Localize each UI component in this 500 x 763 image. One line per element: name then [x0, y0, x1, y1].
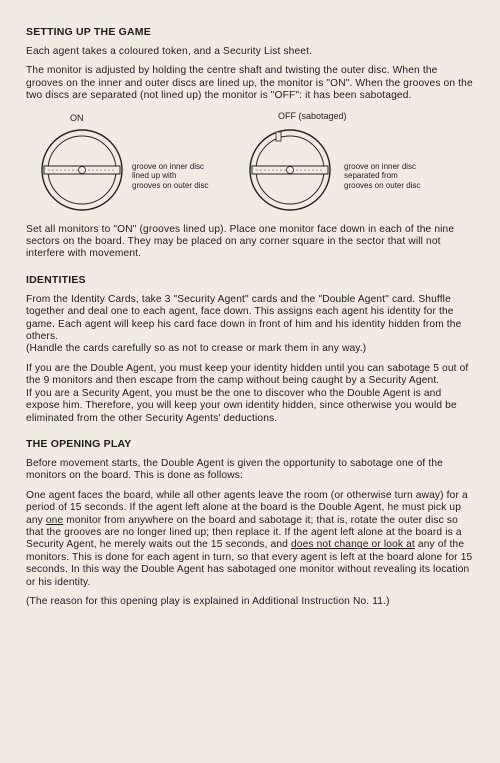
identities-paragraph-3: If you are a Security Agent, you must be the one to discover who the Double Agent is and expose him. Therefore, you will keep your own identity hidden, since otherwise you would be eliminated from the other Security Agents' deductions.	[26, 387, 457, 424]
on-caption	[132, 162, 209, 191]
opening-underlined-one: one	[45, 514, 64, 526]
off-caption-line: grooves on outer disc	[344, 180, 421, 190]
heading-setup: SETTING UP THE GAME	[26, 26, 151, 38]
opening-paragraph-1: Before movement starts, the Double Agent is given the opportunity to sabotage one of the monitors on the board. This is done as follows:	[26, 457, 443, 482]
setup-paragraph-3: Set all monitors to "ON" (grooves lined up). Place one monitor face down in each of the nine sectors on the board. They may be placed on any corner square in the sector that will not interfere with movement.	[26, 223, 455, 260]
heading-opening-play: THE OPENING PLAY	[26, 437, 132, 450]
opening-text: One agent faces the board, while all other agents leave the room (or otherwise turn away) for a period of 15 seconds. If the agent left alone at the board is the Double Agent, he must pick up any	[26, 489, 468, 526]
heading-identities: IDENTITIES	[26, 273, 86, 286]
on-caption-line: lined up with	[132, 171, 177, 181]
monitor-on-disc-icon	[40, 128, 124, 212]
identities-note: (Handle the cards carefully so as not to crease or mark them in any way.)	[26, 343, 367, 355]
identities-paragraph-1: From the Identity Cards, take 3 "Security Agent" cards and the "Double Agent" card. Shuffle together and deal one to each agent, face down. This assigns each agent his identity for the game. Each agent will keep his card face down in front of him and his identity hidden from the others.	[26, 293, 462, 343]
setup-paragraph-2: The monitor is adjusted by holding the centre shaft and twisting the outer disc. When the grooves on the inner and outer discs are lined up, the monitor is "ON". When the grooves on the two discs are separated (not lined up) the monitor is "OFF": it has been sabotaged.	[26, 65, 473, 102]
off-label: OFF (sabotaged)	[278, 110, 347, 121]
off-caption-line: groove on inner disc	[344, 161, 417, 171]
on-caption-line: grooves on outer disc	[132, 180, 209, 190]
opening-text: any of the monitors. This is done for each agent in turn, so that every agent is left at the board alone for 15 seconds. In this way the Double Agent has sabotaged one monitor without revealing its location or his identity.	[26, 539, 473, 588]
identities-paragraph-2: If you are the Double Agent, you must keep your identity hidden until you can sabotage 5 out of the 9 monitors and then escape from the camp without being caught by a Security Agent.	[26, 362, 469, 387]
monitor-off-disc-icon	[248, 128, 332, 212]
on-label: ON	[70, 112, 84, 123]
opening-paragraph-2	[26, 490, 474, 589]
opening-text: monitor from anywhere on the board and sabotage it; that is, rotate the outer disc so that the grooves are no longer lined up; then replace it. If the agent left alone at the board is a Security Agent, he merely waits out the 15 seconds, and	[26, 514, 462, 551]
monitor-diagram	[26, 110, 474, 214]
opening-paragraph-3: (The reason for this opening play is explained in Additional Instruction No. 11.)	[26, 595, 390, 607]
off-caption	[344, 162, 421, 191]
on-caption-line: groove on inner disc	[132, 161, 205, 171]
opening-underlined-warning: does not change or look at	[290, 539, 415, 551]
setup-paragraph-1: Each agent takes a coloured token, and a Security List sheet.	[26, 46, 313, 57]
off-caption-line: separated from	[344, 171, 398, 181]
